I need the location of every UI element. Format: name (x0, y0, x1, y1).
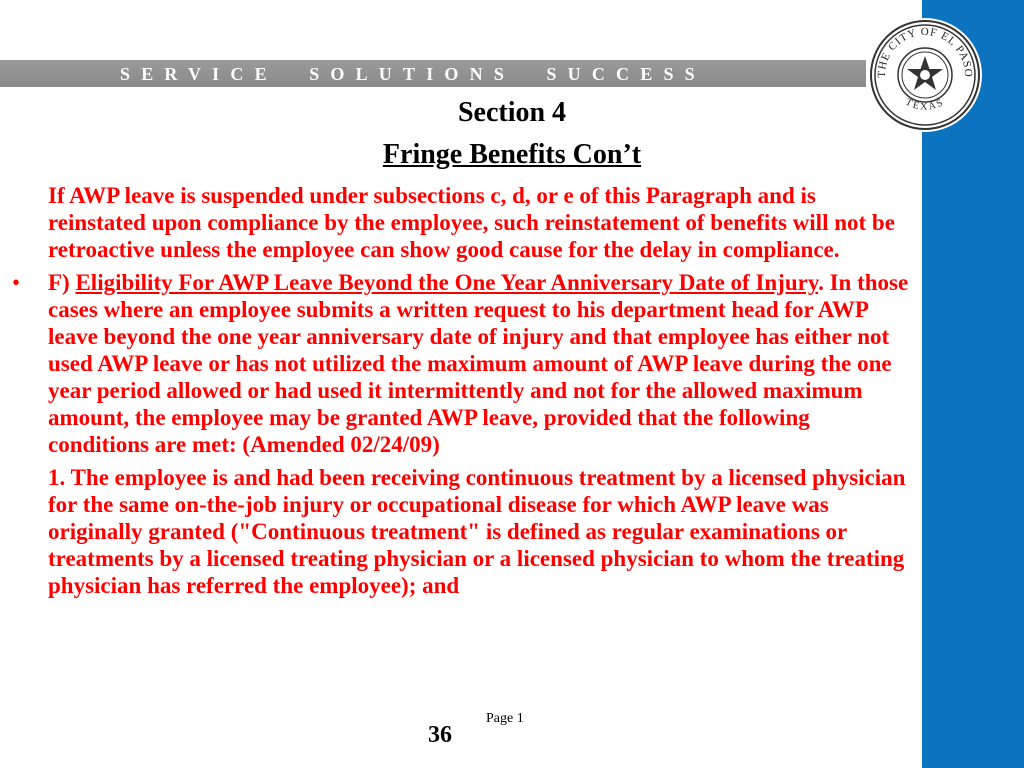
svg-text:TEXAS: TEXAS (903, 96, 947, 113)
bullet-text: . In those cases where an employee submits a written request to his department head for AWP leave beyond the one year anniversary date of injury and that employee has either not used AWP leave or has not utilized the maximum amount of AWP leave during the one year period allowed or had used it intermittently and not for the allowed maximum amount, the employee may be granted AWP leave, provided that the following conditions are met: (Amended 02/24/09) (48, 270, 909, 457)
bullet-heading: Eligibility For AWP Leave Beyond the One Year Anniversary Date of Injury (75, 270, 819, 295)
svg-text:THE CITY OF EL PASO: THE CITY OF EL PASO (875, 25, 975, 78)
bullet-marker: • (12, 270, 21, 295)
bullet-eligibility (12, 269, 914, 458)
slide-number: 36 (428, 722, 452, 748)
city-seal-logo (868, 18, 982, 132)
slide-body (12, 182, 914, 605)
section-title: Section 4 (457, 97, 567, 128)
page-label: Page 1 (486, 711, 524, 726)
section-subtitle: Fringe Benefits Con’t (382, 139, 642, 170)
paragraph-suspension: If AWP leave is suspended under subsections c, d, or e of this Paragraph and is reinstated upon compliance by the employee, such reinstatement of benefits will not be retroactive unless the employee can show good cause for the delay in compliance. (48, 183, 895, 262)
tagline: SERVICE SOLUTIONS SUCCESS (120, 64, 706, 84)
paragraph-condition-1: 1. The employee is and had been receiving continuous treatment by a licensed physician for the same on-the-job injury or occupational disease for which AWP leave was originally granted ("Continuous treatment" is defined as regular examinations or treatments by a licensed treating physician or a licensed physician to whom the treating physician has referred the employee); and (48, 465, 906, 598)
bullet-prefix: F) (48, 270, 76, 295)
seal-icon (868, 18, 982, 132)
